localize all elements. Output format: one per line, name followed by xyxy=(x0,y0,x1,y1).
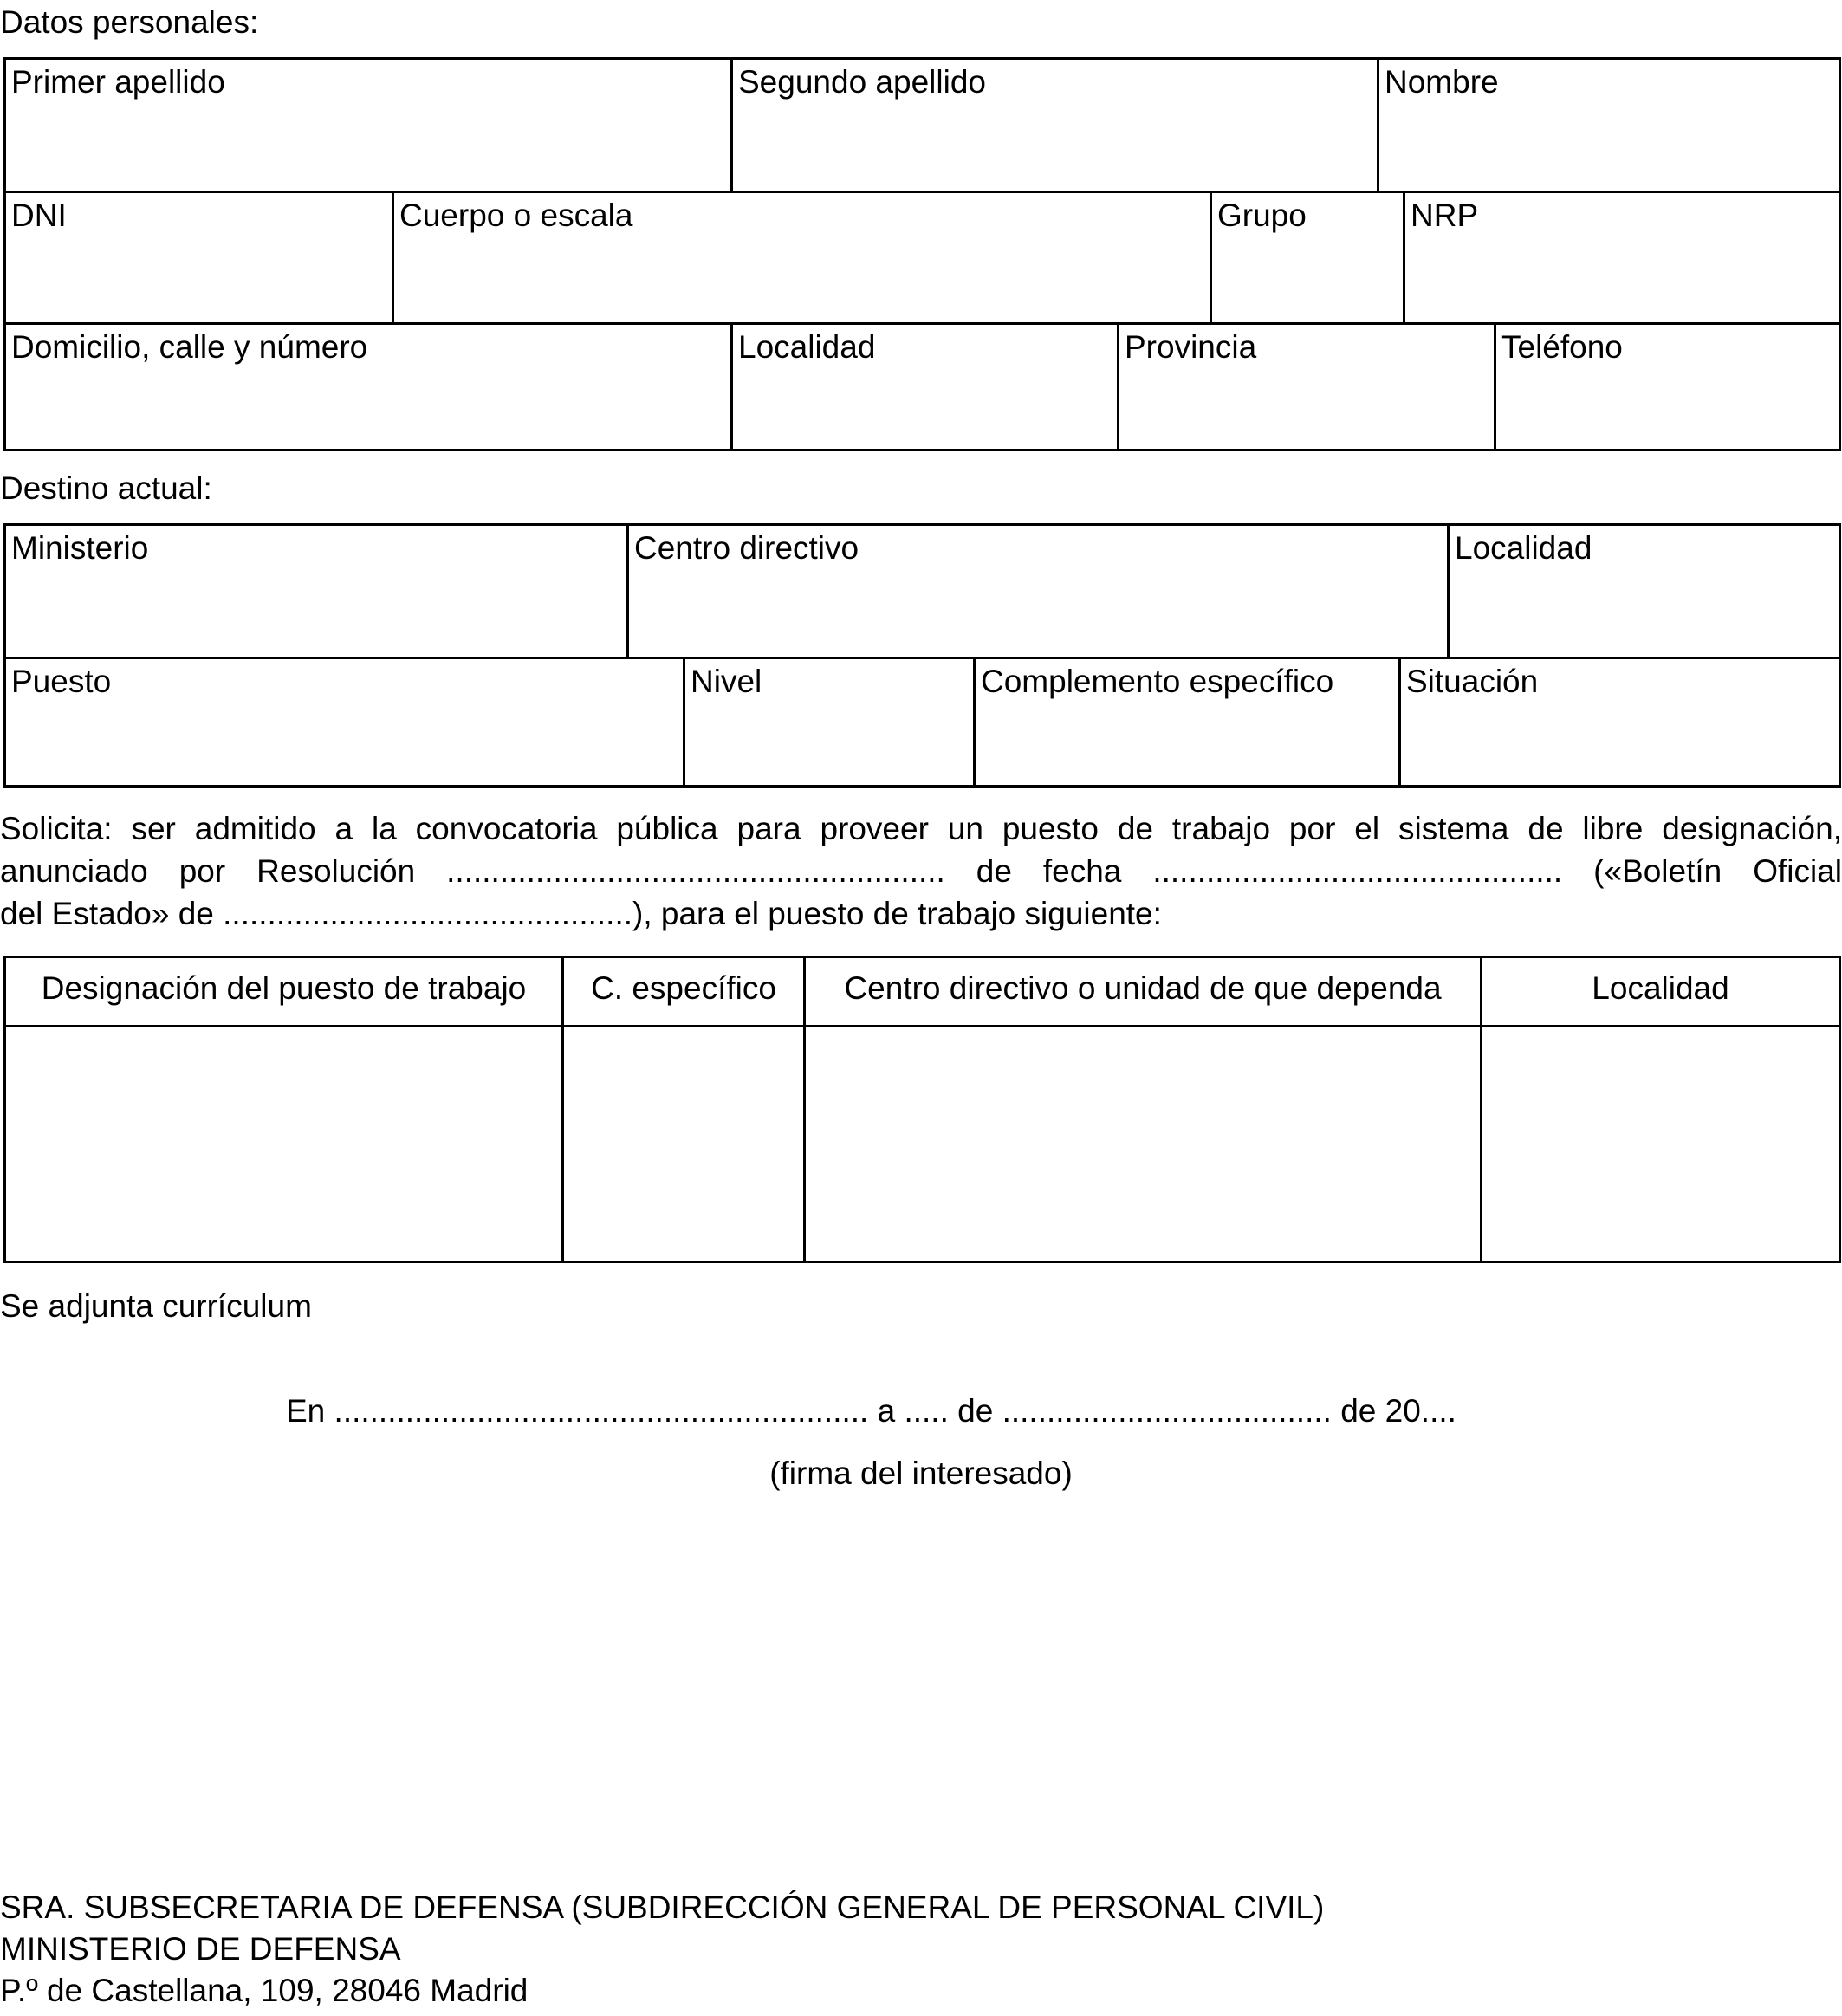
personal-data-table xyxy=(3,57,1841,451)
personal-row-1 xyxy=(6,60,1839,191)
field-label: Nombre xyxy=(1385,64,1499,100)
field-telefono[interactable] xyxy=(1494,325,1839,449)
destinatario-line-2: MINISTERIO DE DEFENSA xyxy=(0,1931,401,1967)
field-provincia[interactable] xyxy=(1117,325,1494,449)
field-segundo-apellido[interactable] xyxy=(730,60,1377,191)
field-centro-directivo[interactable] xyxy=(626,526,1447,657)
field-label: Segundo apellido xyxy=(738,64,986,100)
field-label: Localidad xyxy=(738,329,876,365)
puesto-header-row xyxy=(6,958,1839,1025)
header-label: C. específico xyxy=(591,970,776,1006)
input-localidad[interactable] xyxy=(1480,1027,1839,1261)
personal-row-3 xyxy=(6,322,1839,449)
field-label: Puesto xyxy=(11,664,112,699)
puesto-table xyxy=(3,956,1841,1263)
field-nivel[interactable] xyxy=(683,659,973,785)
field-label: Centro directivo xyxy=(634,530,859,566)
solicita-line-1: Solicita: ser admitido a la convocatoria pública para proveer un puesto de trabajo por el sistema de libre designación, xyxy=(0,811,1842,846)
header-label: Centro directivo o unidad de que dependa xyxy=(844,970,1442,1006)
field-label: Cuerpo o escala xyxy=(399,198,633,233)
field-destino-localidad[interactable] xyxy=(1447,526,1839,657)
field-label: Domicilio, calle y número xyxy=(11,329,368,365)
field-complemento[interactable] xyxy=(973,659,1398,785)
personal-row-2 xyxy=(6,191,1839,322)
field-nrp[interactable] xyxy=(1403,193,1839,322)
field-label: Nivel xyxy=(691,664,762,699)
field-domicilio[interactable] xyxy=(6,325,730,449)
adjunta-curriculum: Se adjunta currículum xyxy=(0,1288,312,1324)
field-label: Complemento específico xyxy=(981,664,1334,699)
destino-table xyxy=(3,523,1841,788)
field-label: Situación xyxy=(1406,664,1539,699)
field-label: Primer apellido xyxy=(11,64,225,100)
field-dni[interactable] xyxy=(6,193,392,322)
field-label: NRP xyxy=(1411,198,1479,233)
destinatario-line-3: P.º de Castellana, 109, 28046 Madrid xyxy=(0,1973,529,2008)
field-label: Localidad xyxy=(1455,530,1592,566)
section-title-destino-actual: Destino actual: xyxy=(0,470,212,506)
fecha-line: En ............................................................ a ..... de ..................................... de 20.... xyxy=(286,1393,1456,1429)
puesto-body-row xyxy=(6,1025,1839,1261)
field-label: Provincia xyxy=(1125,329,1257,365)
field-nombre[interactable] xyxy=(1377,60,1839,191)
input-c-especifico[interactable] xyxy=(561,1027,803,1261)
solicita-line-2: anunciado por Resolución ........................................................ de fecha .............................................. («Boletín Oficial xyxy=(0,853,1842,889)
field-label: Grupo xyxy=(1217,198,1307,233)
header-localidad xyxy=(1480,958,1839,1025)
destinatario-line-1: SRA. SUBSECRETARIA DE DEFENSA (SUBDIRECCIÓN GENERAL DE PERSONAL CIVIL) xyxy=(0,1890,1325,1925)
firma-interesado: (firma del interesado) xyxy=(769,1455,1073,1491)
field-label: DNI xyxy=(11,198,67,233)
input-designacion[interactable] xyxy=(6,1027,561,1261)
field-cuerpo-escala[interactable] xyxy=(392,193,1210,322)
input-centro-directivo[interactable] xyxy=(803,1027,1480,1261)
header-label: Localidad xyxy=(1592,970,1729,1006)
header-label: Designación del puesto de trabajo xyxy=(41,970,527,1006)
field-ministerio[interactable] xyxy=(6,526,626,657)
destino-row-1 xyxy=(6,526,1839,657)
header-c-especifico xyxy=(561,958,803,1025)
solicita-line-3: del Estado» de ..............................................), para el puesto de trabajo siguiente: xyxy=(0,896,1162,931)
field-primer-apellido[interactable] xyxy=(6,60,730,191)
field-situacion[interactable] xyxy=(1398,659,1839,785)
field-label: Ministerio xyxy=(11,530,149,566)
field-puesto[interactable] xyxy=(6,659,683,785)
section-title-datos-personales: Datos personales: xyxy=(0,4,259,40)
destino-row-2 xyxy=(6,657,1839,785)
field-grupo[interactable] xyxy=(1210,193,1403,322)
field-label: Teléfono xyxy=(1501,329,1623,365)
field-localidad[interactable] xyxy=(730,325,1117,449)
header-centro-directivo xyxy=(803,958,1480,1025)
header-designacion xyxy=(6,958,561,1025)
